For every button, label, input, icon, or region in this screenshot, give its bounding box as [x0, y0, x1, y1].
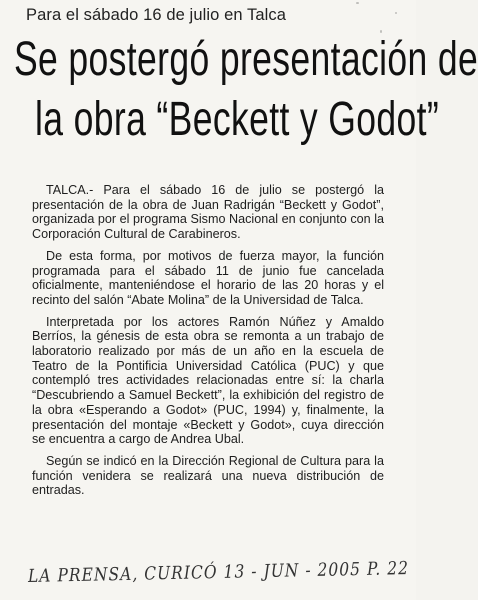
paragraph-3: Interpretada por los actores Ramón Núñez y Amaldo Berríos, la génesis de esta obra se remonta a un trabajo de laboratorio realizado por más de un año en la escuela de Teatro de la Pontificia Universidad Católica (PUC) y que contempló tres actividades relacionadas entre sí: la charla “Descubriendo a Samuel Beckett”, la exhibición del registro de la obra «Esperando a Godot» (PUC, 1994) y, finalmente, la presentación del montaje «Beckett y Godot», cuya dirección se encuentra a cargo de Andrea Ubal. — [32, 314, 384, 447]
paragraph-2: De esta forma, por motivos de fuerza mayor, la función programada para el sábado 11 de junio fue cancelada oficialmente, manteniéndose el horario de las 20 horas y el recinto del salón “Abate Molina” de la Universidad de Talca. — [32, 248, 384, 307]
article-body — [32, 183, 384, 505]
handwritten-source-note: LA PRENSA, CURICÓ 13 - JUN - 2005 P. 22 — [27, 558, 410, 587]
paper-speckle — [380, 30, 382, 33]
paragraph-1: TALCA.- Para el sábado 16 de julio se postergó la presentación de la obra de Juan Radrigán “Beckett y Godot”, organizada por el programa Sismo Nacional en conjunto con la Corporación Cultural de Carabineros. — [32, 183, 384, 242]
kicker-line: Para el sábado 16 de julio en Talca — [26, 6, 287, 24]
headline — [8, 30, 478, 150]
paragraph-4: Según se indicó en la Dirección Regional de Cultura para la función venidera se realizará una nueva distribución de entradas. — [32, 453, 384, 498]
paper-speckle — [356, 2, 359, 4]
paper-speckle — [395, 12, 397, 14]
headline-line-2: la obra “Beckett y Godot” — [35, 93, 440, 146]
headline-line-1: Se postergó presentación de — [14, 33, 478, 86]
